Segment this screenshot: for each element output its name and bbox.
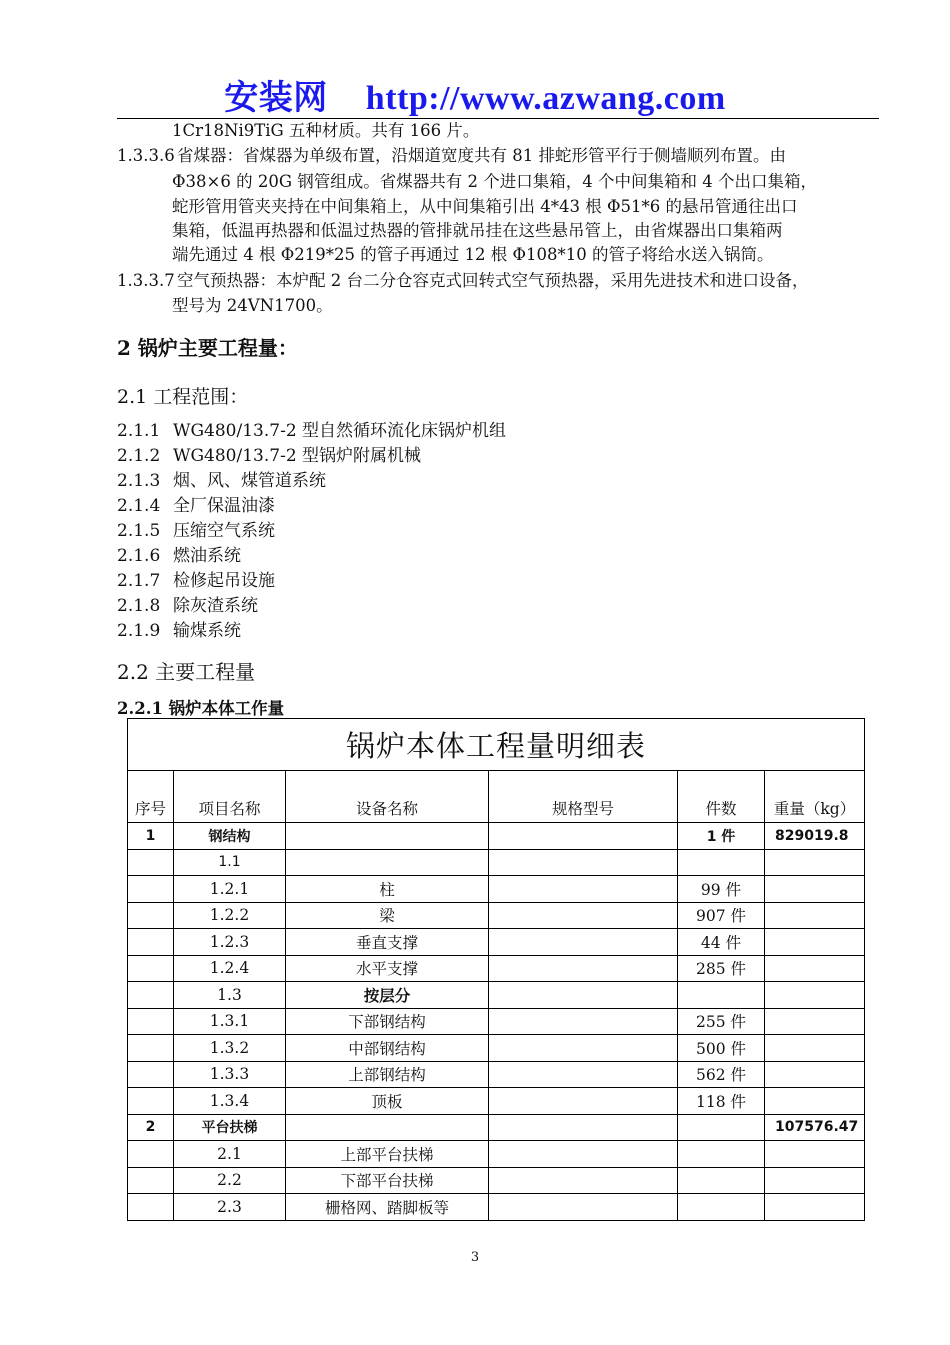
scope-item — [117, 495, 275, 517]
table-cell: 钢结构 — [174, 823, 286, 850]
table-cell — [128, 929, 174, 956]
text-line: 省煤器：省煤器为单级布置，沿烟道宽度共有 81 排蛇形管平行于侧墙顺列布置。由 — [177, 146, 786, 165]
text-line: Φ38×6 的 20G 钢管组成。省煤器共有 2 个进口集箱，4 个中间集箱和 4 个出口集箱， — [172, 172, 817, 191]
table-cell — [489, 1194, 678, 1221]
table-cell — [128, 1008, 174, 1035]
table-cell — [765, 1167, 865, 1194]
table-cell: 2.2 — [174, 1167, 286, 1194]
table-row — [128, 1141, 865, 1168]
table-row — [128, 929, 865, 956]
column-header: 项目名称 — [174, 771, 286, 823]
scope-number: 2.1.2 — [117, 446, 161, 466]
table-row — [128, 1035, 865, 1062]
table-cell — [678, 1141, 765, 1168]
table-header-row — [128, 771, 865, 823]
table-cell — [765, 1088, 865, 1115]
scope-text: 除灰渣系统 — [173, 596, 258, 616]
table-row — [128, 955, 865, 982]
table-cell — [489, 823, 678, 850]
table-cell: 285 件 — [678, 955, 765, 982]
table-cell — [678, 849, 765, 876]
table-cell — [286, 1114, 489, 1141]
table-cell — [128, 1167, 174, 1194]
table-cell — [489, 929, 678, 956]
table-cell: 1.3.3 — [174, 1061, 286, 1088]
scope-text: 烟、风、煤管道系统 — [173, 471, 326, 491]
scope-item — [117, 570, 275, 592]
section-number: 1.3.3.6 — [117, 146, 175, 165]
table-cell: 1.3 — [174, 982, 286, 1009]
table-cell — [489, 982, 678, 1009]
table-cell: 829019.8 — [765, 823, 865, 850]
table-cell — [765, 982, 865, 1009]
scope-text: WG480/13.7-2 型自然循环流化床锅炉机组 — [173, 421, 507, 441]
table-cell: 1 件 — [678, 823, 765, 850]
table-cell: 562 件 — [678, 1061, 765, 1088]
table-cell — [765, 1141, 865, 1168]
table-cell — [765, 876, 865, 903]
table-cell: 梁 — [286, 902, 489, 929]
scope-number: 2.1.4 — [117, 496, 161, 516]
table-cell — [286, 823, 489, 850]
table-cell — [489, 1114, 678, 1141]
table-cell — [765, 955, 865, 982]
table-row — [128, 1008, 865, 1035]
table-cell — [765, 1194, 865, 1221]
subsection-heading: 2.2 主要工程量 — [117, 660, 256, 684]
section-1336 — [117, 146, 786, 166]
scope-item — [117, 595, 258, 617]
table-cell — [128, 849, 174, 876]
text-line: 端先通过 4 根 Φ219*25 的管子再通过 12 根 Φ108*10 的管子将给水送入锅筒。 — [172, 245, 774, 264]
table-row — [128, 902, 865, 929]
scope-item — [117, 620, 241, 642]
table-cell — [489, 1141, 678, 1168]
scope-number: 2.1.7 — [117, 571, 161, 591]
table-cell — [128, 1035, 174, 1062]
table-row — [128, 823, 865, 850]
table-cell — [128, 1194, 174, 1221]
table-cell: 2.3 — [174, 1194, 286, 1221]
table-cell: 1.2.2 — [174, 902, 286, 929]
page-number: 3 — [470, 1250, 480, 1265]
scope-number: 2.1.1 — [117, 421, 161, 441]
table-cell: 上部钢结构 — [286, 1061, 489, 1088]
table-row — [128, 1194, 865, 1221]
table-cell: 1.1 — [174, 849, 286, 876]
scope-text: 检修起吊设施 — [173, 571, 275, 591]
table-cell — [128, 902, 174, 929]
table-cell: 水平支撑 — [286, 955, 489, 982]
text-line: 集箱，低温再热器和低温过热器的管排就吊挂在这些悬吊管上，由省煤器出口集箱两 — [172, 221, 783, 240]
table-row — [128, 1114, 865, 1141]
table-caption: 2.2.1 锅炉本体工作量 — [117, 699, 285, 718]
table-cell — [765, 849, 865, 876]
table-cell: 1.3.2 — [174, 1035, 286, 1062]
section-number: 1.3.3.7 — [117, 271, 175, 290]
table-cell: 1.2.3 — [174, 929, 286, 956]
table-cell — [128, 982, 174, 1009]
table-cell: 1.2.4 — [174, 955, 286, 982]
column-header: 重量（kg） — [765, 771, 865, 823]
table-title: 锅炉本体工程量明细表 — [128, 719, 865, 771]
table-cell: 1 — [128, 823, 174, 850]
table-cell — [678, 982, 765, 1009]
table-cell: 1.3.1 — [174, 1008, 286, 1035]
table-cell: 2 — [128, 1114, 174, 1141]
table-cell — [765, 1008, 865, 1035]
table-cell: 99 件 — [678, 876, 765, 903]
table-cell — [128, 1088, 174, 1115]
table-cell — [489, 955, 678, 982]
table-cell — [128, 1061, 174, 1088]
column-header: 规格型号 — [489, 771, 678, 823]
column-header: 设备名称 — [286, 771, 489, 823]
table-row — [128, 876, 865, 903]
table-cell — [128, 1141, 174, 1168]
scope-text: 压缩空气系统 — [173, 521, 275, 541]
table-cell — [128, 876, 174, 903]
scope-number: 2.1.6 — [117, 546, 161, 566]
column-header: 序号 — [128, 771, 174, 823]
scope-item — [117, 470, 326, 492]
table-cell — [286, 849, 489, 876]
table-cell — [678, 1114, 765, 1141]
table-cell: 907 件 — [678, 902, 765, 929]
table-cell — [128, 955, 174, 982]
table-cell: 栅格网、踏脚板等 — [286, 1194, 489, 1221]
scope-number: 2.1.8 — [117, 596, 161, 616]
column-header: 件数 — [678, 771, 765, 823]
table-cell — [765, 1035, 865, 1062]
table-cell: 下部钢结构 — [286, 1008, 489, 1035]
quantity-table — [127, 718, 865, 1221]
scope-number: 2.1.5 — [117, 521, 161, 541]
table-cell: 中部钢结构 — [286, 1035, 489, 1062]
site-url[interactable]: http://www.azwang.com — [365, 80, 726, 117]
table-cell — [678, 1167, 765, 1194]
scope-item — [117, 445, 421, 467]
table-cell: 2.1 — [174, 1141, 286, 1168]
table-cell — [489, 849, 678, 876]
scope-item — [117, 420, 506, 442]
scope-text: 燃油系统 — [173, 546, 241, 566]
table-cell: 1.2.1 — [174, 876, 286, 903]
table-row — [128, 1088, 865, 1115]
table-cell — [489, 1008, 678, 1035]
header-divider — [117, 118, 879, 119]
scope-text: 输煤系统 — [173, 621, 241, 641]
table-row — [128, 982, 865, 1009]
table-row — [128, 1167, 865, 1194]
table-cell — [765, 902, 865, 929]
table-row — [128, 1061, 865, 1088]
text-line: 1Cr18Ni9TiG 五种材质。共有 166 片。 — [172, 121, 480, 140]
table-cell — [489, 1061, 678, 1088]
table-cell: 1.3.4 — [174, 1088, 286, 1115]
scope-item — [117, 520, 275, 542]
table-cell: 上部平台扶梯 — [286, 1141, 489, 1168]
scope-text: 全厂保温油漆 — [173, 496, 275, 516]
site-header — [0, 70, 950, 119]
table-cell: 118 件 — [678, 1088, 765, 1115]
scope-number: 2.1.9 — [117, 621, 161, 641]
section-heading: 2 锅炉主要工程量： — [117, 336, 298, 360]
text-line: 型号为 24VN1700。 — [172, 296, 333, 315]
table-cell — [765, 929, 865, 956]
table-cell: 44 件 — [678, 929, 765, 956]
table-cell: 顶板 — [286, 1088, 489, 1115]
table-cell: 垂直支撑 — [286, 929, 489, 956]
scope-number: 2.1.3 — [117, 471, 161, 491]
table-cell: 柱 — [286, 876, 489, 903]
subsection-heading: 2.1 工程范围： — [117, 386, 249, 408]
table-cell — [678, 1194, 765, 1221]
text-line: 空气预热器：本炉配 2 台二分仓容克式回转式空气预热器，采用先进技术和进口设备， — [177, 271, 809, 290]
scope-item — [117, 545, 241, 567]
site-name: 安装网 — [224, 80, 328, 117]
table-cell — [489, 876, 678, 903]
table-cell: 按层分 — [286, 982, 489, 1009]
table-cell: 107576.47 — [765, 1114, 865, 1141]
text-line: 蛇形管用管夹夹持在中间集箱上，从中间集箱引出 4*43 根 Φ51*6 的悬吊管通往出口 — [172, 197, 798, 216]
table-cell: 500 件 — [678, 1035, 765, 1062]
table-cell — [765, 1061, 865, 1088]
scope-text: WG480/13.7-2 型锅炉附属机械 — [173, 446, 422, 466]
table-cell: 平台扶梯 — [174, 1114, 286, 1141]
table-cell — [489, 1035, 678, 1062]
table-cell — [489, 1088, 678, 1115]
table-cell — [489, 902, 678, 929]
table-cell — [489, 1167, 678, 1194]
table-cell: 255 件 — [678, 1008, 765, 1035]
table-row — [128, 849, 865, 876]
section-1337 — [117, 271, 809, 291]
table-cell: 下部平台扶梯 — [286, 1167, 489, 1194]
